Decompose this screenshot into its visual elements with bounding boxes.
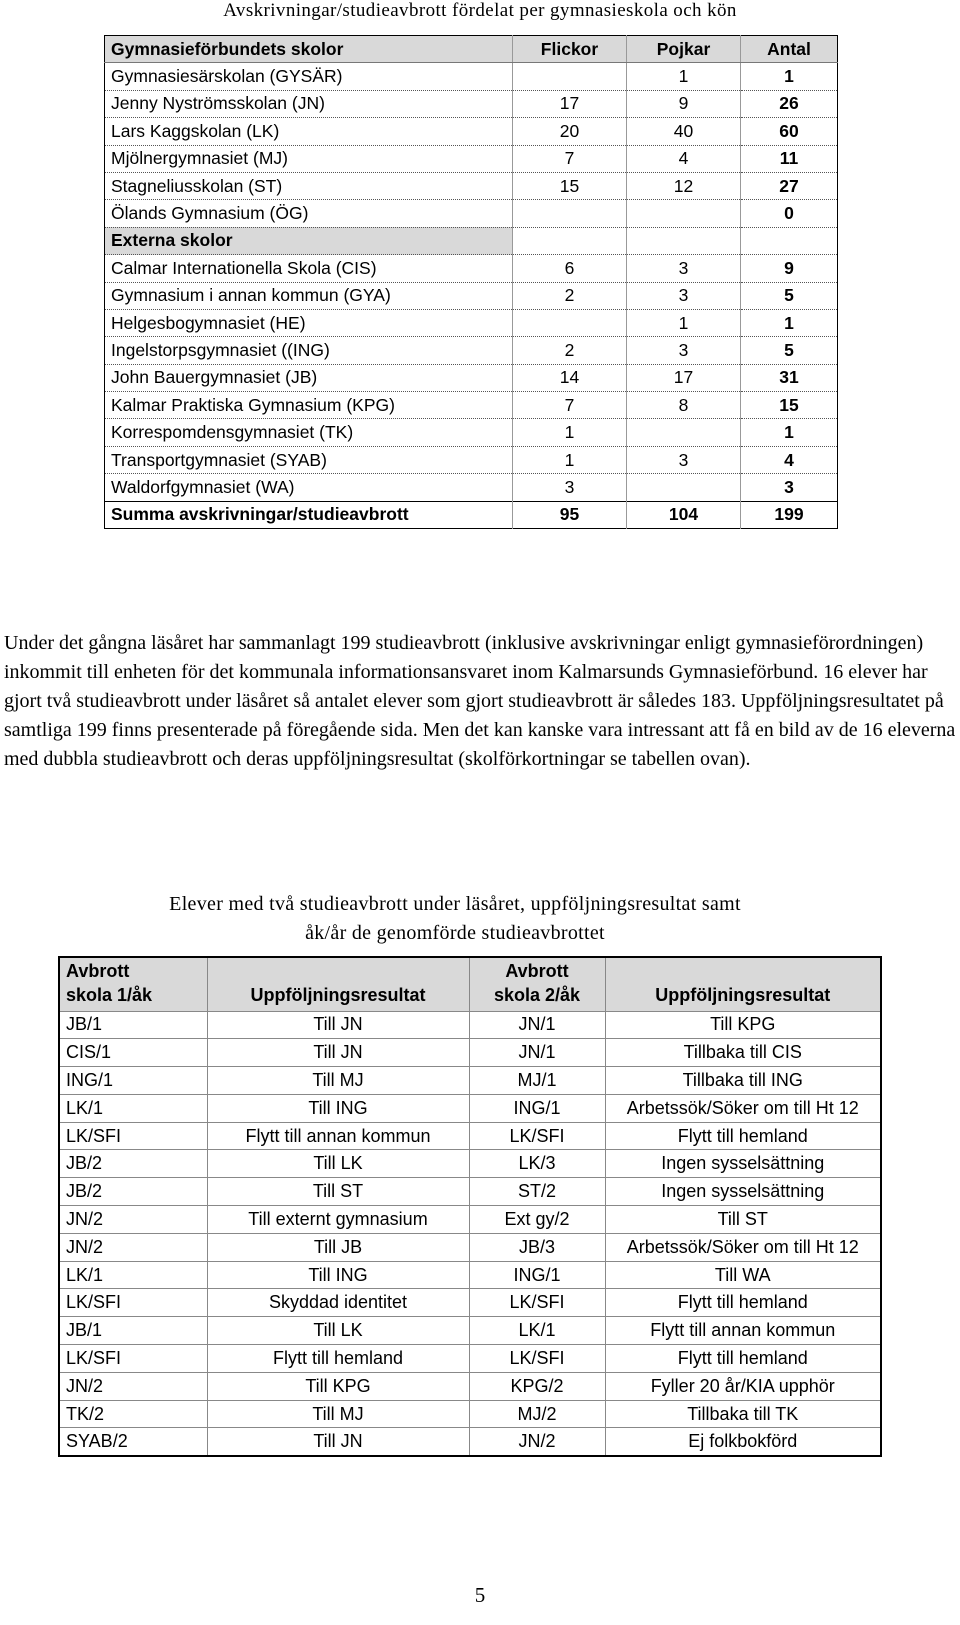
total-count: 199 bbox=[741, 501, 838, 528]
header-girls: Flickor bbox=[513, 36, 627, 63]
dropout-school-2: LK/3 bbox=[469, 1150, 605, 1178]
external-schools-label: Externa skolor bbox=[105, 227, 513, 254]
double-dropout-table bbox=[58, 956, 882, 1457]
table-row bbox=[105, 337, 838, 364]
boys-count bbox=[627, 200, 741, 227]
table-row bbox=[59, 1289, 881, 1317]
dropout-school-1: JB/2 bbox=[59, 1178, 207, 1206]
table-row bbox=[105, 145, 838, 172]
total-count: 5 bbox=[741, 337, 838, 364]
table-row bbox=[105, 63, 838, 90]
table-row bbox=[59, 1150, 881, 1178]
boys-count: 12 bbox=[627, 172, 741, 199]
table-row bbox=[105, 309, 838, 336]
followup-result-1: Till ST bbox=[207, 1178, 469, 1206]
followup-result-2: Flytt till hemland bbox=[605, 1345, 881, 1373]
dropout-school-1: LK/SFI bbox=[59, 1345, 207, 1373]
girls-count: 95 bbox=[513, 501, 627, 528]
total-count: 11 bbox=[741, 145, 838, 172]
boys-count: 8 bbox=[627, 392, 741, 419]
followup-result-1: Flytt till annan kommun bbox=[207, 1122, 469, 1150]
followup-result-2: Ej folkbokförd bbox=[605, 1428, 881, 1456]
dropout-school-1: ING/1 bbox=[59, 1067, 207, 1095]
sum-row bbox=[105, 501, 838, 528]
total-count: 15 bbox=[741, 392, 838, 419]
followup-result-2: Flytt till hemland bbox=[605, 1289, 881, 1317]
school-name: Lars Kaggskolan (LK) bbox=[105, 118, 513, 145]
total-count: 31 bbox=[741, 364, 838, 391]
table-row bbox=[105, 200, 838, 227]
followup-result-2: Ingen sysselsättning bbox=[605, 1150, 881, 1178]
table1-header-row bbox=[105, 36, 838, 63]
dropout-school-1: JN/2 bbox=[59, 1233, 207, 1261]
girls-count: 3 bbox=[513, 474, 627, 501]
table-row bbox=[59, 1233, 881, 1261]
total-count: 0 bbox=[741, 200, 838, 227]
dropout-school-2: LK/SFI bbox=[469, 1345, 605, 1373]
dropout-school-2: LK/SFI bbox=[469, 1122, 605, 1150]
followup-result-1: Till JB bbox=[207, 1233, 469, 1261]
header-dropout-school-1 bbox=[59, 957, 207, 1011]
boys-count: 3 bbox=[627, 446, 741, 473]
header-boys: Pojkar bbox=[627, 36, 741, 63]
boys-count: 3 bbox=[627, 282, 741, 309]
empty-cell bbox=[741, 227, 838, 254]
followup-result-2: Flytt till hemland bbox=[605, 1122, 881, 1150]
dropout-school-2: LK/1 bbox=[469, 1317, 605, 1345]
table-row bbox=[105, 392, 838, 419]
boys-count: 3 bbox=[627, 337, 741, 364]
followup-result-2: Till WA bbox=[605, 1261, 881, 1289]
school-name: Gymnasiesärskolan (GYSÄR) bbox=[105, 63, 513, 90]
dropout-school-2: JN/2 bbox=[469, 1428, 605, 1456]
school-name: Mjölnergymnasiet (MJ) bbox=[105, 145, 513, 172]
school-name: Summa avskrivningar/studieavbrott bbox=[105, 501, 513, 528]
followup-result-1: Skyddad identitet bbox=[207, 1289, 469, 1317]
boys-count bbox=[627, 474, 741, 501]
table-row bbox=[105, 446, 838, 473]
page-number: 5 bbox=[474, 1583, 486, 1607]
followup-result-1: Till JN bbox=[207, 1039, 469, 1067]
total-count: 9 bbox=[741, 255, 838, 282]
table-row bbox=[105, 364, 838, 391]
summary-paragraph: Under det gångna läsåret har sammanlagt 199 studieavbrott (inklusive avskrivningar enligt gymnasieförordningen) inkommit till enheten för det kommunala informationsansvaret inom Kalmarsunds Gymnasieförbund. 16 elever har gjort två studieavbrott under läsåret så antalet elever som gjort studieavbrott är således 183. Uppföljningsresultatet på samtliga 199 finns presenterade på föregående sida. Men det kan kanske vara intressant att få en bild av de 16 eleverna med dubbla studieavbrott och deras uppföljningsresultat (skolförkortningar se tabellen ovan). bbox=[4, 632, 956, 770]
girls-count bbox=[513, 309, 627, 336]
table-row bbox=[59, 1345, 881, 1373]
table-row bbox=[105, 282, 838, 309]
followup-result-1: Till JN bbox=[207, 1011, 469, 1039]
header-dropout-school-2 bbox=[469, 957, 605, 1011]
table-row bbox=[105, 474, 838, 501]
girls-count: 14 bbox=[513, 364, 627, 391]
girls-count: 6 bbox=[513, 255, 627, 282]
girls-count: 1 bbox=[513, 446, 627, 473]
table-row bbox=[59, 1178, 881, 1206]
school-name: Gymnasium i annan kommun (GYA) bbox=[105, 282, 513, 309]
school-name: Waldorfgymnasiet (WA) bbox=[105, 474, 513, 501]
girls-count: 7 bbox=[513, 392, 627, 419]
girls-count: 20 bbox=[513, 118, 627, 145]
dropout-school-1: JB/2 bbox=[59, 1150, 207, 1178]
followup-result-1: Flytt till hemland bbox=[207, 1345, 469, 1373]
followup-result-2: Till KPG bbox=[605, 1011, 881, 1039]
dropout-school-1: LK/1 bbox=[59, 1261, 207, 1289]
empty-cell bbox=[513, 227, 627, 254]
dropout-school-1: JN/2 bbox=[59, 1206, 207, 1234]
table-row bbox=[105, 419, 838, 446]
table-row bbox=[59, 1428, 881, 1456]
followup-result-1: Till JN bbox=[207, 1428, 469, 1456]
table2-title bbox=[60, 890, 850, 948]
followup-result-2: Tillbaka till TK bbox=[605, 1400, 881, 1428]
school-name: John Bauergymnasiet (JB) bbox=[105, 364, 513, 391]
total-count: 1 bbox=[741, 309, 838, 336]
followup-result-1: Till MJ bbox=[207, 1400, 469, 1428]
followup-result-2: Tillbaka till ING bbox=[605, 1067, 881, 1095]
followup-result-1: Till ING bbox=[207, 1261, 469, 1289]
followup-result-1: Till ING bbox=[207, 1094, 469, 1122]
followup-result-2: Till ST bbox=[605, 1206, 881, 1234]
table-row bbox=[105, 118, 838, 145]
table-row bbox=[59, 1039, 881, 1067]
table-row bbox=[105, 90, 838, 117]
dropout-by-school-table bbox=[104, 35, 838, 529]
total-count: 27 bbox=[741, 172, 838, 199]
school-name: Transportgymnasiet (SYAB) bbox=[105, 446, 513, 473]
followup-result-1: Till LK bbox=[207, 1150, 469, 1178]
total-count: 1 bbox=[741, 63, 838, 90]
school-name: Ölands Gymnasium (ÖG) bbox=[105, 200, 513, 227]
dropout-school-2: ING/1 bbox=[469, 1094, 605, 1122]
header-total: Antal bbox=[741, 36, 838, 63]
dropout-school-2: JN/1 bbox=[469, 1011, 605, 1039]
table-row bbox=[59, 1094, 881, 1122]
school-name: Korrespomdensgymnasiet (TK) bbox=[105, 419, 513, 446]
followup-result-2: Ingen sysselsättning bbox=[605, 1178, 881, 1206]
dropout-school-1: TK/2 bbox=[59, 1400, 207, 1428]
header-dropout-school-2-l2: skola 2/åk bbox=[493, 984, 581, 1005]
table2-title-line2: åk/år de genomförde studieavbrottet bbox=[305, 922, 605, 944]
girls-count: 2 bbox=[513, 282, 627, 309]
girls-count: 7 bbox=[513, 145, 627, 172]
followup-result-1: Till MJ bbox=[207, 1067, 469, 1095]
followup-result-1: Till externt gymnasium bbox=[207, 1206, 469, 1234]
school-name: Ingelstorpsgymnasiet ((ING) bbox=[105, 337, 513, 364]
external-schools-header-row bbox=[105, 227, 838, 254]
girls-count bbox=[513, 200, 627, 227]
total-count: 26 bbox=[741, 90, 838, 117]
table1-title: Avskrivningar/studieavbrott fördelat per gymnasieskola och kön bbox=[223, 0, 737, 21]
dropout-school-1: JN/2 bbox=[59, 1372, 207, 1400]
girls-count: 17 bbox=[513, 90, 627, 117]
boys-count: 9 bbox=[627, 90, 741, 117]
table-row bbox=[59, 1317, 881, 1345]
header-followup-2: Uppföljningsresultat bbox=[605, 957, 881, 1011]
dropout-school-2: JB/3 bbox=[469, 1233, 605, 1261]
followup-result-1: Till KPG bbox=[207, 1372, 469, 1400]
girls-count bbox=[513, 63, 627, 90]
dropout-school-1: SYAB/2 bbox=[59, 1428, 207, 1456]
total-count: 1 bbox=[741, 419, 838, 446]
total-count: 4 bbox=[741, 446, 838, 473]
dropout-school-1: CIS/1 bbox=[59, 1039, 207, 1067]
header-followup-1: Uppföljningsresultat bbox=[207, 957, 469, 1011]
school-name: Jenny Nyströmsskolan (JN) bbox=[105, 90, 513, 117]
header-dropout-school-1-l2: skola 1/åk bbox=[66, 984, 153, 1005]
followup-result-2: Tillbaka till CIS bbox=[605, 1039, 881, 1067]
boys-count: 1 bbox=[627, 63, 741, 90]
school-name: Calmar Internationella Skola (CIS) bbox=[105, 255, 513, 282]
header-school: Gymnasieförbundets skolor bbox=[105, 36, 513, 63]
dropout-school-2: LK/SFI bbox=[469, 1289, 605, 1317]
girls-count: 15 bbox=[513, 172, 627, 199]
boys-count: 40 bbox=[627, 118, 741, 145]
dropout-school-2: Ext gy/2 bbox=[469, 1206, 605, 1234]
dropout-school-2: MJ/1 bbox=[469, 1067, 605, 1095]
table-row bbox=[59, 1122, 881, 1150]
followup-result-2: Fyller 20 år/KIA upphör bbox=[605, 1372, 881, 1400]
boys-count bbox=[627, 419, 741, 446]
dropout-school-1: JB/1 bbox=[59, 1317, 207, 1345]
school-name: Helgesbogymnasiet (HE) bbox=[105, 309, 513, 336]
followup-result-2: Flytt till annan kommun bbox=[605, 1317, 881, 1345]
table-row bbox=[105, 255, 838, 282]
boys-count: 104 bbox=[627, 501, 741, 528]
followup-result-2: Arbetssök/Söker om till Ht 12 bbox=[605, 1094, 881, 1122]
girls-count: 2 bbox=[513, 337, 627, 364]
boys-count: 4 bbox=[627, 145, 741, 172]
dropout-school-1: LK/1 bbox=[59, 1094, 207, 1122]
total-count: 60 bbox=[741, 118, 838, 145]
total-count: 5 bbox=[741, 282, 838, 309]
dropout-school-2: MJ/2 bbox=[469, 1400, 605, 1428]
table-row bbox=[59, 1011, 881, 1039]
dropout-school-2: ING/1 bbox=[469, 1261, 605, 1289]
table-row bbox=[59, 1372, 881, 1400]
followup-result-1: Till LK bbox=[207, 1317, 469, 1345]
table-row bbox=[59, 1261, 881, 1289]
boys-count: 17 bbox=[627, 364, 741, 391]
dropout-school-1: JB/1 bbox=[59, 1011, 207, 1039]
table-row bbox=[59, 1206, 881, 1234]
total-count: 3 bbox=[741, 474, 838, 501]
table-row bbox=[105, 172, 838, 199]
table-row bbox=[59, 1400, 881, 1428]
table2-title-line1: Elever med två studieavbrott under läsåret, uppföljningsresultat samt bbox=[169, 893, 741, 915]
empty-cell bbox=[627, 227, 741, 254]
school-name: Kalmar Praktiska Gymnasium (KPG) bbox=[105, 392, 513, 419]
boys-count: 3 bbox=[627, 255, 741, 282]
followup-result-2: Arbetssök/Söker om till Ht 12 bbox=[605, 1233, 881, 1261]
girls-count: 1 bbox=[513, 419, 627, 446]
dropout-school-2: ST/2 bbox=[469, 1178, 605, 1206]
dropout-school-1: LK/SFI bbox=[59, 1122, 207, 1150]
school-name: Stagneliusskolan (ST) bbox=[105, 172, 513, 199]
table2-header-row bbox=[59, 957, 881, 1011]
dropout-school-2: KPG/2 bbox=[469, 1372, 605, 1400]
header-dropout-school-1-l1: Avbrott bbox=[66, 960, 130, 981]
header-dropout-school-2-l1: Avbrott bbox=[505, 960, 569, 981]
boys-count: 1 bbox=[627, 309, 741, 336]
table-row bbox=[59, 1067, 881, 1095]
dropout-school-2: JN/1 bbox=[469, 1039, 605, 1067]
dropout-school-1: LK/SFI bbox=[59, 1289, 207, 1317]
